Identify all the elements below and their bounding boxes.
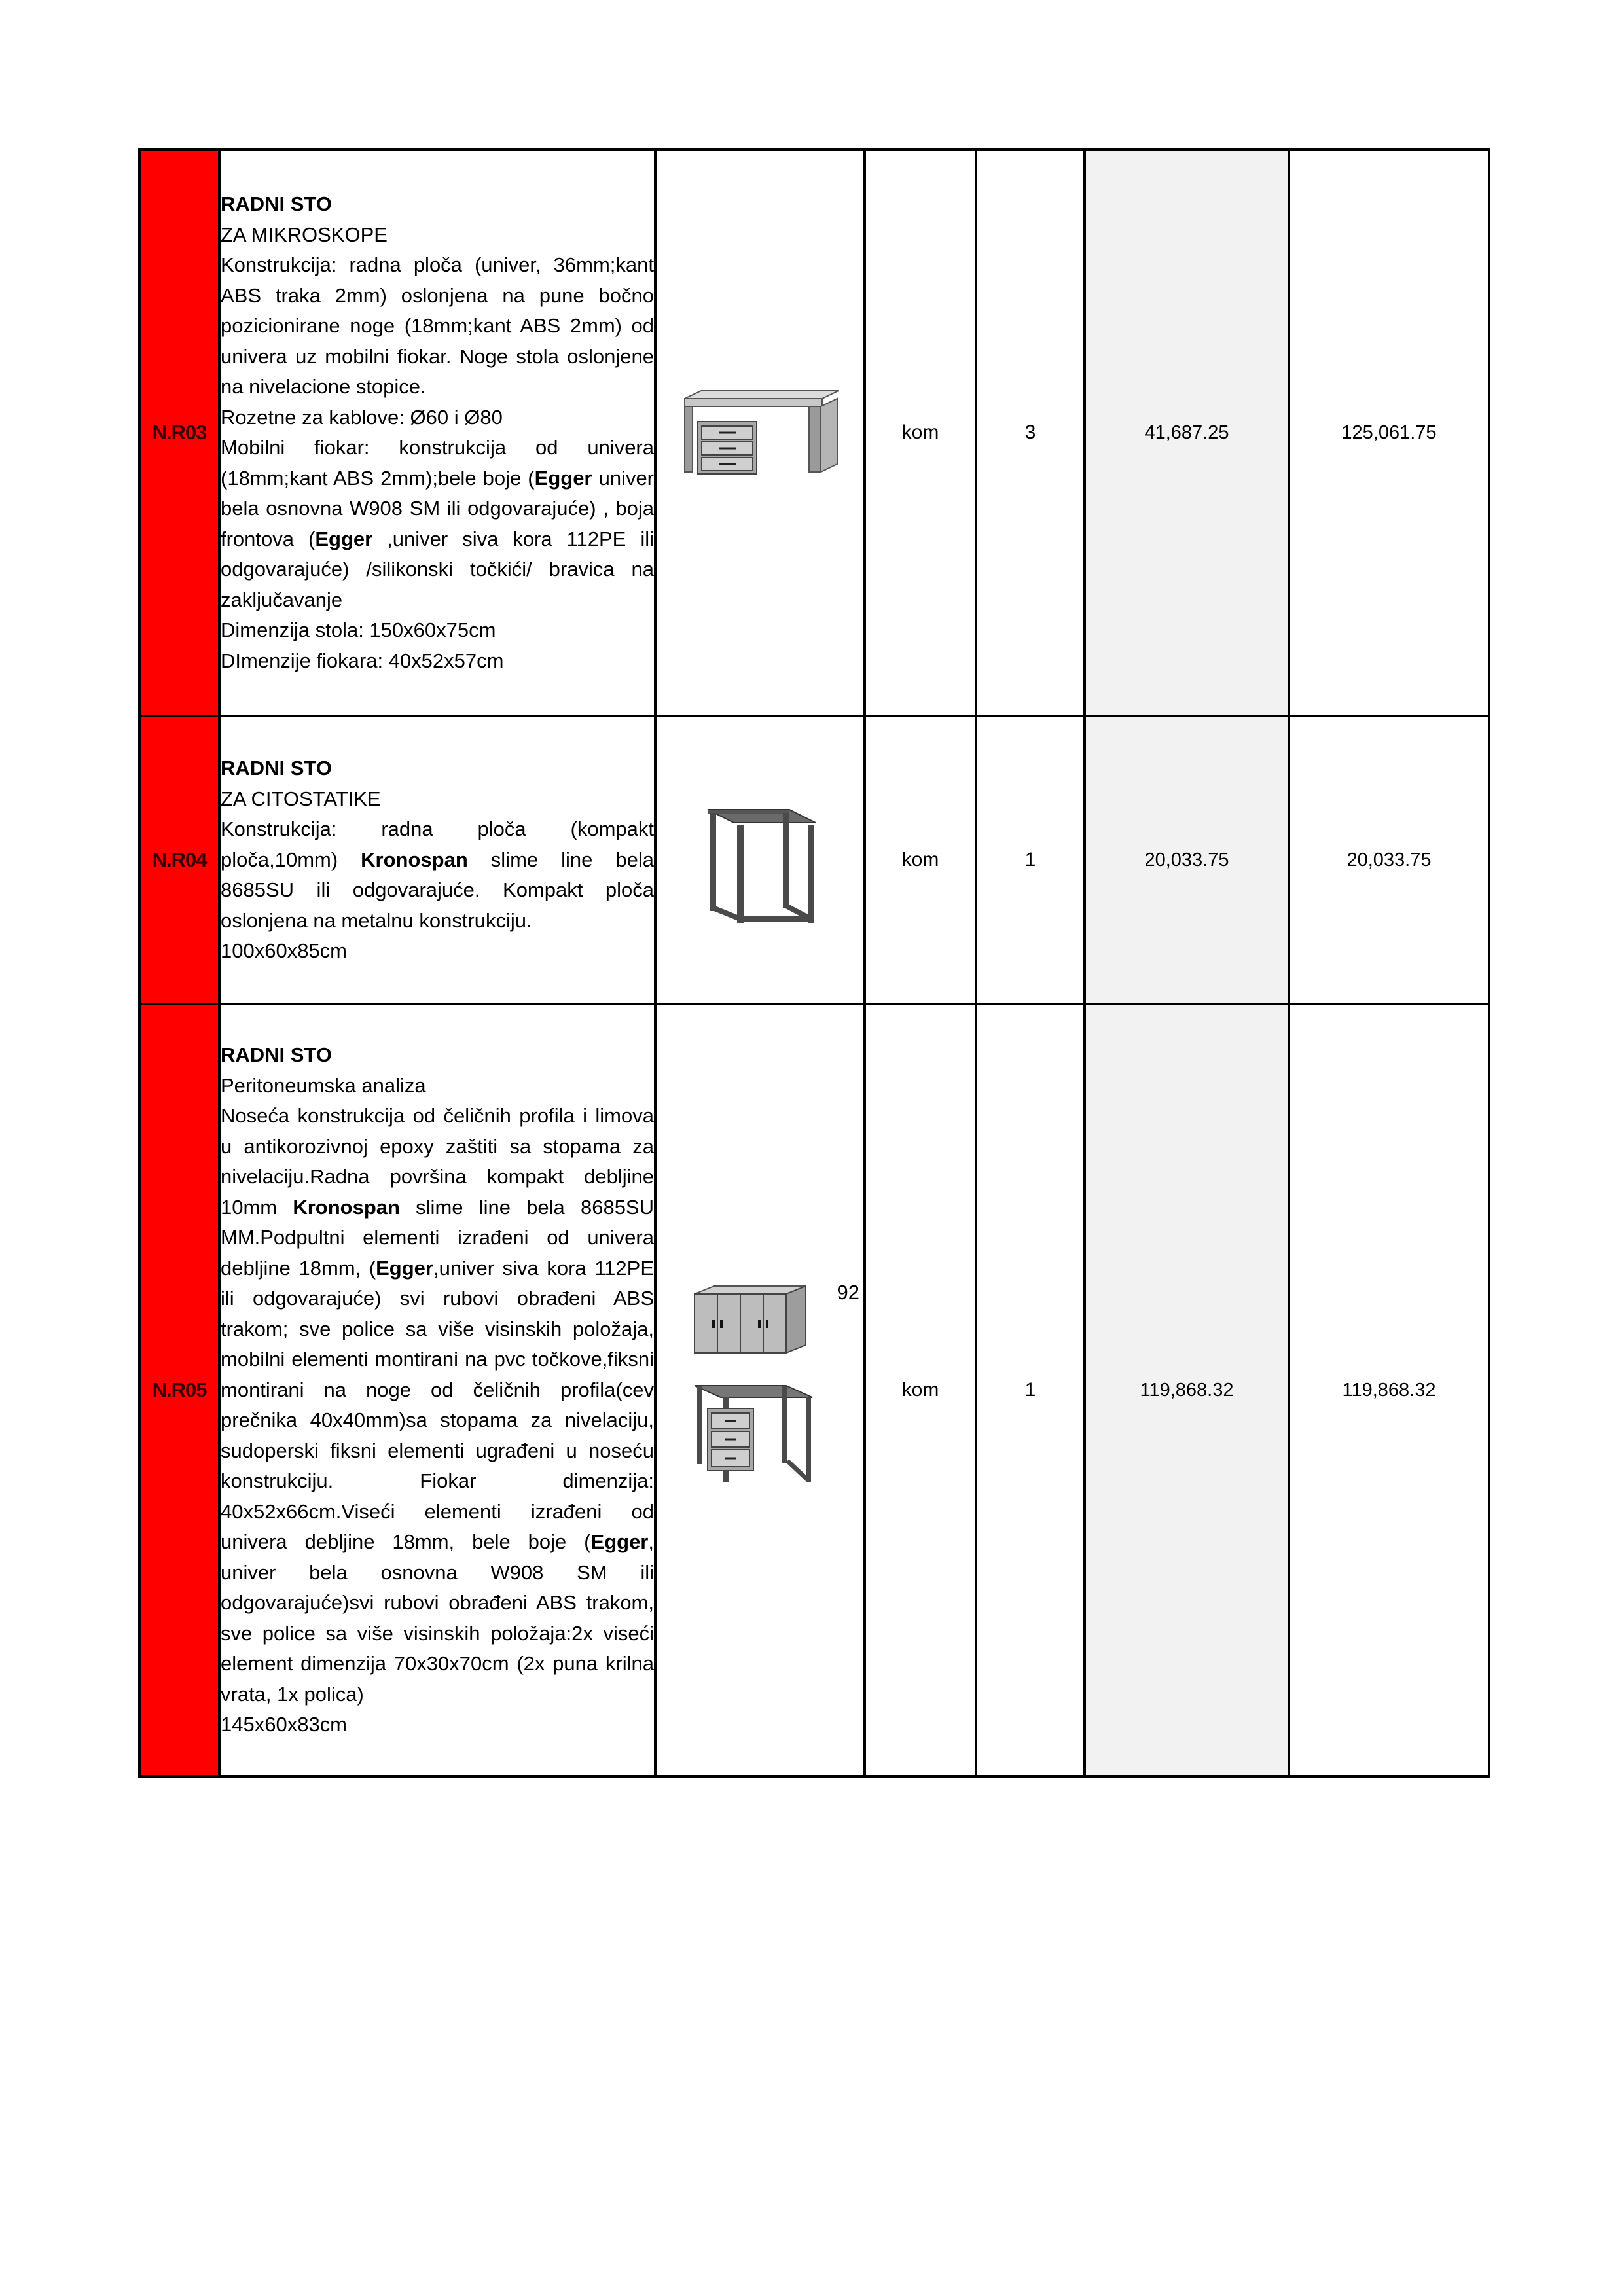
item-title: RADNI STO (221, 757, 332, 780)
table-row (139, 1004, 1489, 1776)
description-line: Dimenzija stola: 150x60x75cm (221, 619, 496, 641)
quantity-cell: 1 (976, 716, 1085, 1004)
item-code: N.R05 (139, 1004, 219, 1776)
item-title: RADNI STO (221, 192, 332, 215)
quantity-cell: 1 (976, 1004, 1085, 1776)
item-subtitle: ZA CITOSTATIKE (221, 787, 381, 810)
description-line: Konstrukcija: radna ploča (kompakt ploča,10mm) Kronospan slime line bela 8685SU ili odgovarajuće. Kompakt ploča oslonjena na metalnu konstrukciju. (221, 817, 654, 932)
desk-with-drawer-icon (678, 386, 842, 477)
unit-cell: kom (865, 149, 976, 716)
item-title: RADNI STO (221, 1043, 332, 1067)
total-price-cell: 20,033.75 (1289, 716, 1489, 1004)
description-line: Konstrukcija: radna ploča (univer, 36mm;kant ABS traka 2mm) oslonjena na pune bočno pozicionirane noge (18mm;kant ABS 2mm) od univera uz mobilni fiokar. Noge stola oslonjene na nivelacione stopice. (221, 253, 654, 398)
wall-cabinets-and-desk-icon (688, 1281, 832, 1497)
description-line: 145x60x83cm (221, 1713, 348, 1736)
unit-price-cell: 20,033.75 (1085, 716, 1289, 1004)
total-price-cell: 119,868.32 (1289, 1004, 1489, 1776)
item-code: N.R03 (139, 149, 219, 716)
item-description (219, 1004, 655, 1776)
table-row (139, 716, 1489, 1004)
description-line: Mobilni fiokar: konstrukcija od univera (18mm;kant ABS 2mm);bele boje (Egger univer bela osnovna W908 SM ili odgovarajuće) , boja frontova (Egger ,univer siva kora 112PE ili odgovarajuće) /silikonski točkići/ bravica na zaključavanje (221, 436, 655, 611)
quantity-cell: 3 (976, 149, 1085, 716)
item-image-cell (655, 1004, 865, 1776)
unit-cell: kom (865, 716, 976, 1004)
description-line: Rozetne za kablove: Ø60 i Ø80 (221, 405, 503, 429)
item-code: N.R04 (139, 716, 219, 1004)
description-line: Noseća konstrukcija od čeličnih profila i limova u antikorozivnoj epoxy zaštiti sa stopama za nivelaciju.Radna površina kompakt debljine 10mm Kronospan slime line bela 8685SU MM.Podpultni elementi izrađeni od univera debljine 18mm, (Egger,univer siva kora 112PE ili odgovarajuće) svi rubovi obrađeni ABS trakom; sve police sa više visinskih položaja, mobilni elementi montirani na pvc točkove,fiksni montirani na noge od čeličnih profila(cev prečnika 40x40mm)sa stopama za nivelaciju, sudoperski fiksni elementi ugrađeni u noseću konstrukciju. Fiokar dimenzija: 40x52x66cm.Viseći elementi izrađeni od univera debljine 18mm, bele boje (Egger, univer bela osnovna W908 SM ili odgovarajuće)svi rubovi obrađeni ABS trakom, sve police sa više visinskih položaja:2x viseći element dimenzija 70x30x70cm (2x puna krilna vrata, 1x polica) (221, 1104, 655, 1706)
item-subtitle: Peritoneumska analiza (221, 1073, 426, 1097)
unit-price-cell: 41,687.25 (1085, 149, 1289, 716)
image-label: 92 (837, 1280, 859, 1304)
unit-price-cell: 119,868.32 (1085, 1004, 1289, 1776)
total-price-cell: 125,061.75 (1289, 149, 1489, 716)
unit-cell: kom (865, 1004, 976, 1776)
description-line: 100x60x85cm (221, 939, 348, 963)
item-image-cell (655, 716, 865, 1004)
item-description (219, 716, 655, 1004)
item-image-cell (655, 149, 865, 716)
item-description (219, 149, 655, 716)
table-row (139, 149, 1489, 716)
item-subtitle: ZA MIKROSKOPE (221, 223, 388, 246)
specification-table (138, 148, 1490, 1778)
description-line: DImenzije fiokara: 40x52x57cm (221, 649, 504, 672)
metal-frame-table-icon (698, 793, 822, 924)
